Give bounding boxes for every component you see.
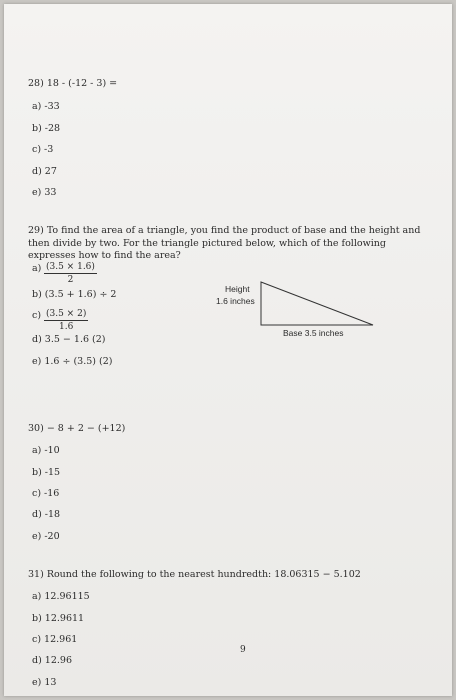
triangle-height-value: 1.6 inches xyxy=(216,296,255,306)
q28-option-b: b) -28 xyxy=(32,123,61,134)
q31-option-b: b) 12.9611 xyxy=(32,613,85,624)
q31-question: 31) Round the following to the nearest hundredth: 18.06315 − 5.102 xyxy=(28,569,361,580)
q30-option-b: b) -15 xyxy=(32,467,61,478)
q29-option-e: e) 1.6 ÷ (3.5) (2) xyxy=(32,356,113,367)
q29-option-c-fraction xyxy=(44,309,88,332)
q31-option-d: d) 12.96 xyxy=(32,655,73,666)
q30-option-e: e) -20 xyxy=(32,531,60,542)
q29-option-a-fraction xyxy=(44,262,97,285)
triangle-height-label: Height xyxy=(225,284,250,294)
q29-option-c-numerator: (3.5 × 2) xyxy=(46,309,87,319)
q30-question: 30) − 8 + 2 − (+12) xyxy=(28,423,126,434)
q29-option-a-denominator: 2 xyxy=(67,275,74,285)
q29-option-a-numerator: (3.5 × 1.6) xyxy=(46,262,95,272)
q29-option-c-label: c) xyxy=(32,310,42,321)
q29-option-c-denominator: 1.6 xyxy=(59,322,74,332)
q30-option-a: a) -10 xyxy=(32,445,60,456)
q29-option-a-label: a) xyxy=(32,263,42,274)
q28-question: 28) 18 - (-12 - 3) = xyxy=(28,78,118,89)
q30-option-c: c) -16 xyxy=(32,488,60,499)
q31-option-e: e) 13 xyxy=(32,677,57,688)
triangle-base-label: Base 3.5 inches xyxy=(283,328,344,338)
q31-option-c: c) 12.961 xyxy=(32,634,78,645)
q28-option-a: a) -33 xyxy=(32,101,60,112)
q29-option-d: d) 3.5 − 1.6 (2) xyxy=(32,334,106,345)
q28-option-c: c) -3 xyxy=(32,144,54,155)
q30-option-d: d) -18 xyxy=(32,509,61,520)
q28-option-d: d) 27 xyxy=(32,166,57,177)
right-triangle-shape xyxy=(261,282,373,325)
q28-option-e: e) 33 xyxy=(32,187,57,198)
q31-option-a: a) 12.96115 xyxy=(32,591,90,602)
q29-question: 29) To find the area of a triangle, you find the product of base and the height and then divide by two. For the triangle pictured below, which of the following expresses how to find the area? xyxy=(28,225,421,261)
q29-option-b: b) (3.5 + 1.6) ÷ 2 xyxy=(32,289,117,300)
page-number: 9 xyxy=(240,645,246,655)
triangle-figure xyxy=(260,281,376,327)
worksheet-page xyxy=(4,4,452,696)
